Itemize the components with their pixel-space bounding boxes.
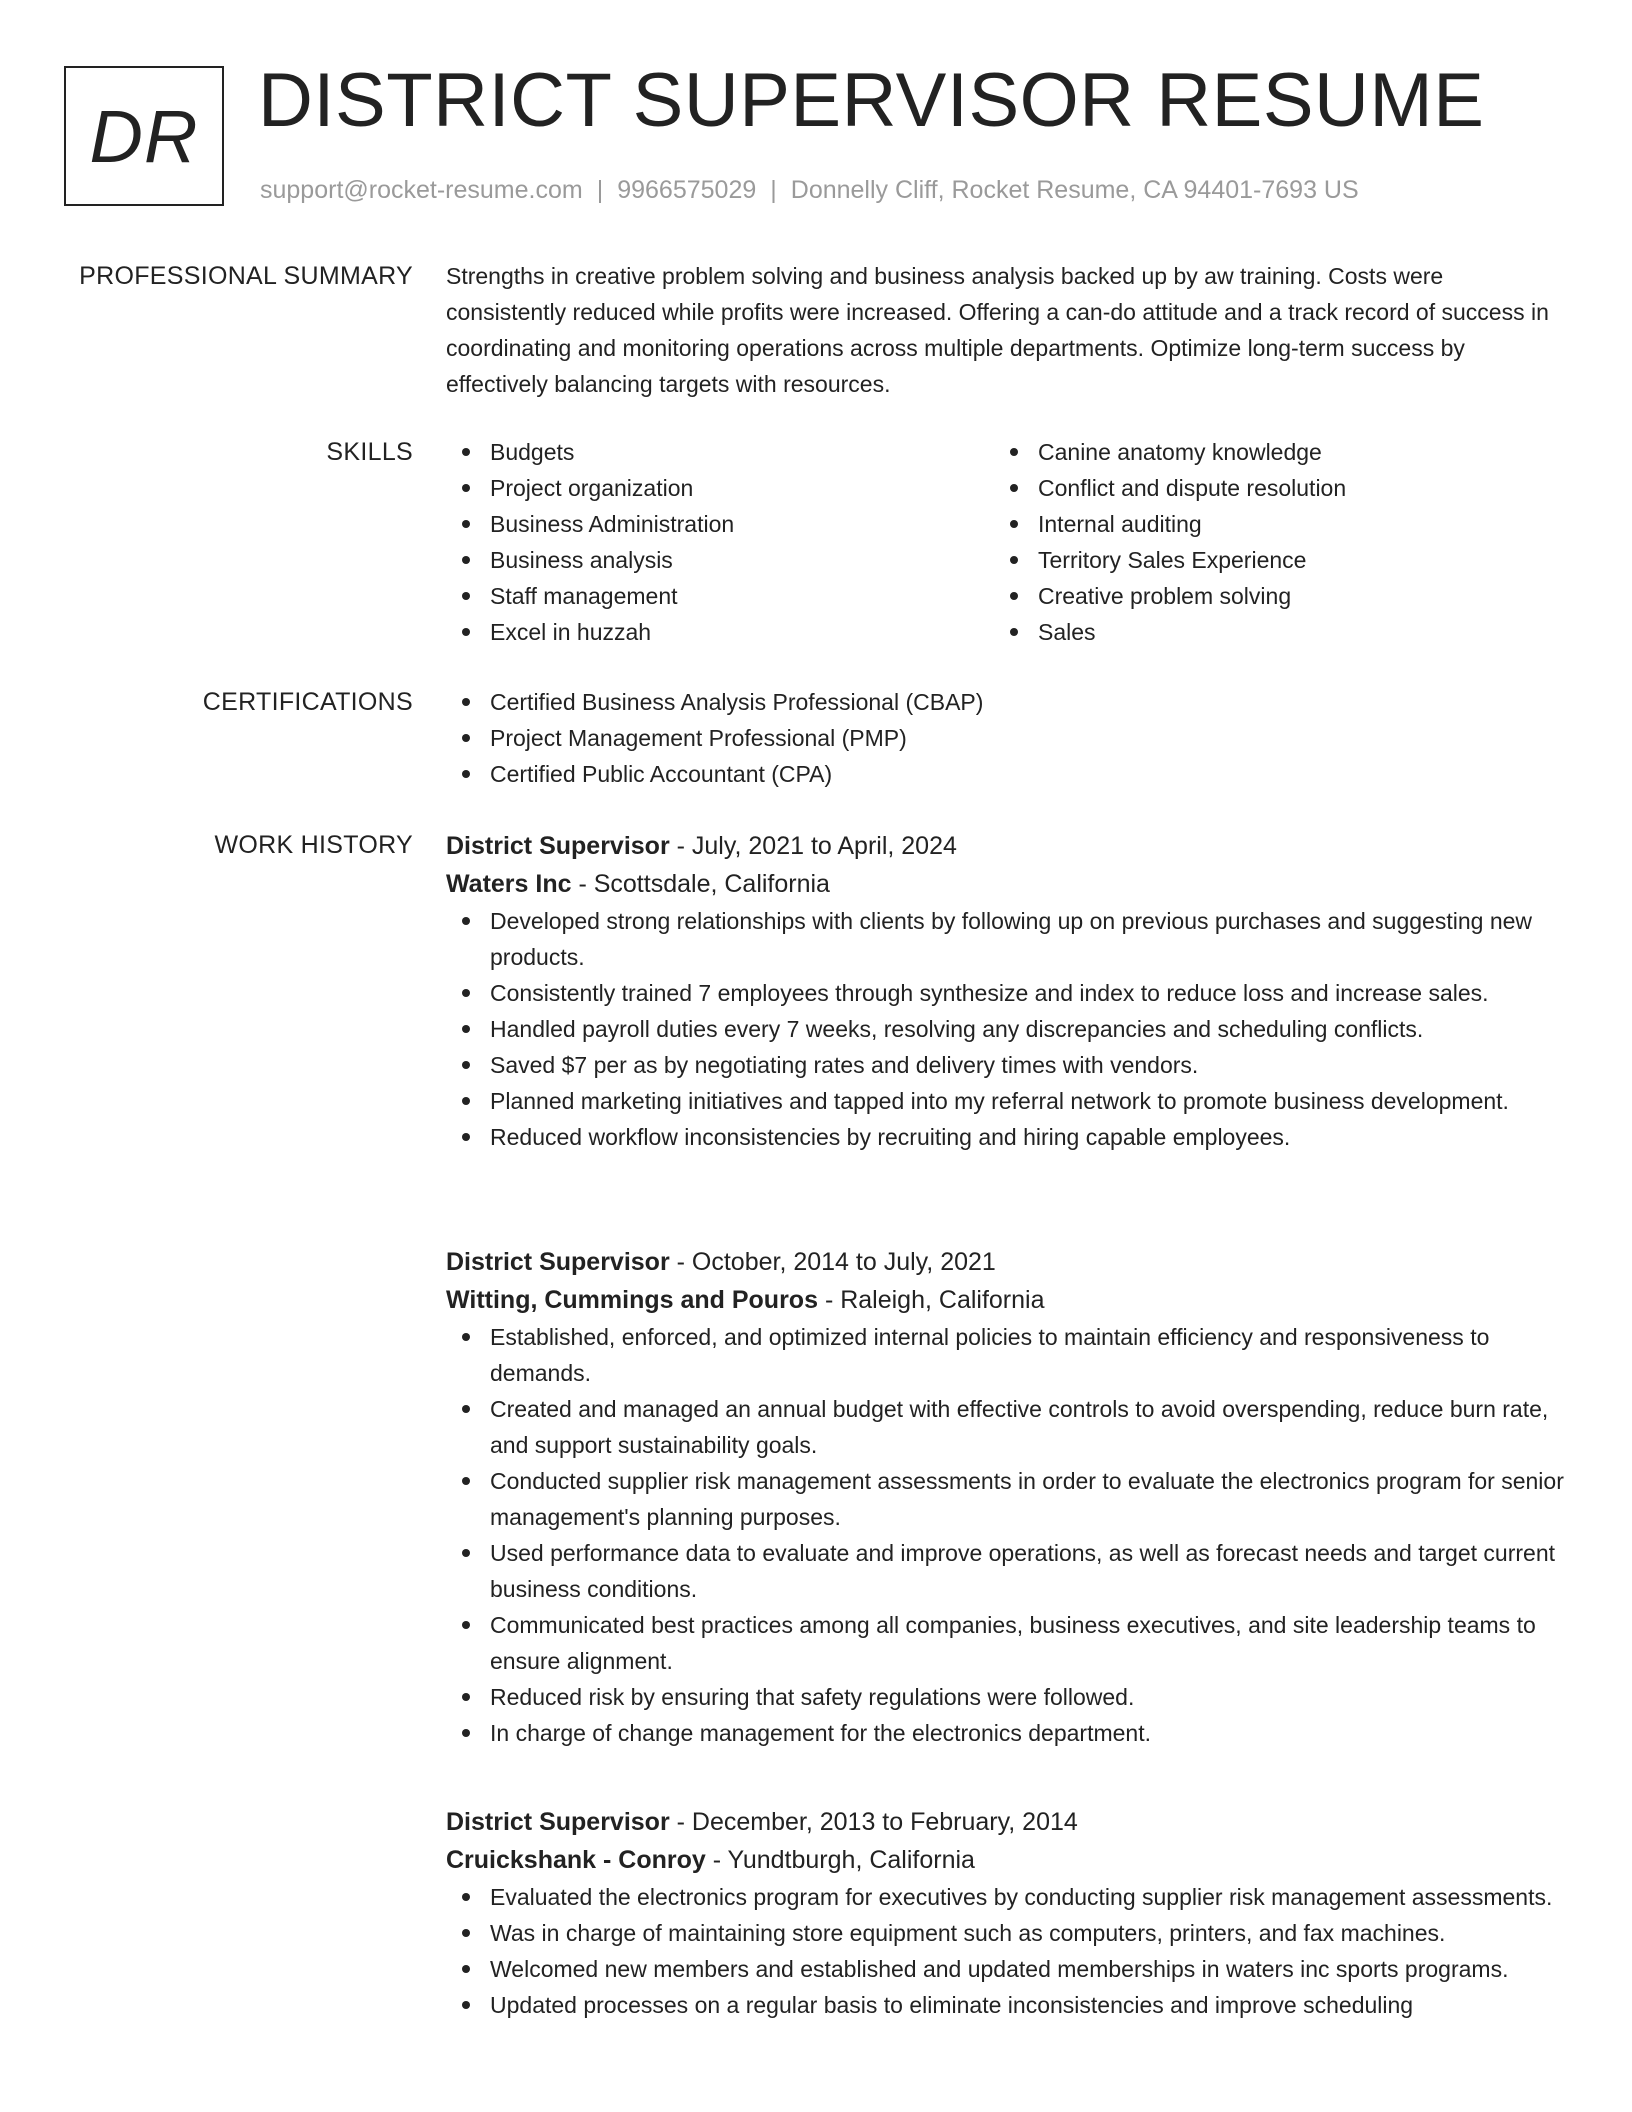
job-title: District Supervisor	[446, 832, 670, 860]
contact-phone[interactable]: 9966575029	[617, 176, 757, 204]
skills-list-right	[994, 434, 1542, 650]
skill-item: Project organization	[446, 470, 994, 506]
skill-item: Staff management	[446, 578, 994, 614]
skill-item: Excel in huzzah	[446, 614, 994, 650]
job-bullet: Welcomed new members and established and updated memberships in waters inc sports programs.	[446, 1951, 1566, 1987]
section-label-summary: PROFESSIONAL SUMMARY	[79, 262, 413, 290]
section-label-skills: SKILLS	[326, 438, 413, 466]
skill-item: Conflict and dispute resolution	[994, 470, 1542, 506]
monogram-logo: DR	[64, 66, 224, 206]
skill-item: Business analysis	[446, 542, 994, 578]
skills-list-left	[446, 434, 994, 650]
job-bullet: Was in charge of maintaining store equipment such as computers, printers, and fax machines.	[446, 1915, 1566, 1951]
job-company: Cruickshank - Conroy	[446, 1846, 706, 1874]
job-dates: - July, 2021 to April, 2024	[669, 832, 957, 860]
job-location: - Scottsdale, California	[571, 870, 830, 898]
skill-item: Canine anatomy knowledge	[994, 434, 1542, 470]
job-title-line	[446, 1243, 1566, 1281]
job-company: Waters Inc	[446, 870, 572, 898]
job-bullets	[446, 903, 1566, 1155]
skill-item: Sales	[994, 614, 1542, 650]
skill-item: Creative problem solving	[994, 578, 1542, 614]
skill-item: Business Administration	[446, 506, 994, 542]
contact-email[interactable]: support@rocket-resume.com	[260, 176, 583, 204]
job-entry	[446, 827, 1566, 1155]
job-title: District Supervisor	[446, 1248, 670, 1276]
job-bullet: Reduced risk by ensuring that safety regulations were followed.	[446, 1679, 1566, 1715]
job-bullets	[446, 1879, 1566, 2023]
summary-text: Strengths in creative problem solving and business analysis backed up by aw training. Costs were consistently reduced while profits were increased. Offering a can-do attitude and a track record of success in coordinating and monitoring operations across multiple departments. Optimize long-term success by effectively balancing targets with resources.	[446, 263, 1549, 397]
job-company-line	[446, 1841, 1566, 1879]
job-bullet: Developed strong relationships with clients by following up on previous purchases and suggesting new products.	[446, 903, 1566, 975]
job-bullet: Evaluated the electronics program for executives by conducting supplier risk management assessments.	[446, 1879, 1566, 1915]
job-company: Witting, Cummings and Pouros	[446, 1286, 818, 1314]
job-bullet: Conducted supplier risk management assessments in order to evaluate the electronics program for senior management's planning purposes.	[446, 1463, 1566, 1535]
job-entry	[446, 1243, 1566, 1751]
job-dates: - December, 2013 to February, 2014	[669, 1808, 1078, 1836]
job-bullets	[446, 1319, 1566, 1751]
contact-separator: |	[770, 176, 777, 204]
job-bullet: Handled payroll duties every 7 weeks, resolving any discrepancies and scheduling conflicts.	[446, 1011, 1566, 1047]
skill-item: Internal auditing	[994, 506, 1542, 542]
certifications-list	[446, 684, 1566, 792]
summary-body	[446, 258, 1566, 402]
contact-separator: |	[596, 176, 604, 204]
job-bullet: Planned marketing initiatives and tapped into my referral network to promote business development.	[446, 1083, 1566, 1119]
job-bullet: Communicated best practices among all companies, business executives, and site leadership teams to ensure alignment.	[446, 1607, 1566, 1679]
job-bullet: Used performance data to evaluate and improve operations, as well as forecast needs and target current business conditions.	[446, 1535, 1566, 1607]
job-bullet: Saved $7 per as by negotiating rates and delivery times with vendors.	[446, 1047, 1566, 1083]
job-bullet: Reduced workflow inconsistencies by recruiting and hiring capable employees.	[446, 1119, 1566, 1155]
section-label-certifications: CERTIFICATIONS	[202, 688, 413, 716]
certification-item: Certified Public Accountant (CPA)	[446, 756, 1566, 792]
job-dates: - October, 2014 to July, 2021	[669, 1248, 996, 1276]
contact-address: Donnelly Cliff, Rocket Resume, CA 94401-7693 US	[790, 176, 1359, 204]
page-title: DISTRICT SUPERVISOR RESUME	[258, 58, 1485, 143]
certification-item: Project Management Professional (PMP)	[446, 720, 1566, 756]
job-location: - Raleigh, California	[818, 1286, 1045, 1314]
section-label-work-history: WORK HISTORY	[214, 831, 413, 859]
job-bullet: In charge of change management for the electronics department.	[446, 1715, 1566, 1751]
job-title-line	[446, 1803, 1566, 1841]
skill-item: Budgets	[446, 434, 994, 470]
skills-body	[446, 434, 1566, 650]
certifications-body	[446, 684, 1566, 792]
job-location: - Yundtburgh, California	[705, 1846, 975, 1874]
job-bullet: Established, enforced, and optimized internal policies to maintain efficiency and responsiveness to demands.	[446, 1319, 1566, 1391]
job-bullet: Updated processes on a regular basis to eliminate inconsistencies and improve scheduling	[446, 1987, 1566, 2023]
job-entry	[446, 1803, 1566, 2023]
job-title-line	[446, 827, 1566, 865]
certification-item: Certified Business Analysis Professional (CBAP)	[446, 684, 1566, 720]
contact-line	[260, 174, 1359, 206]
job-company-line	[446, 1281, 1566, 1319]
job-bullet: Created and managed an annual budget with effective controls to avoid overspending, reduce burn rate, and support sustainability goals.	[446, 1391, 1566, 1463]
job-title: District Supervisor	[446, 1808, 670, 1836]
job-company-line	[446, 865, 1566, 903]
job-bullet: Consistently trained 7 employees through synthesize and index to reduce loss and increase sales.	[446, 975, 1566, 1011]
skill-item: Territory Sales Experience	[994, 542, 1542, 578]
